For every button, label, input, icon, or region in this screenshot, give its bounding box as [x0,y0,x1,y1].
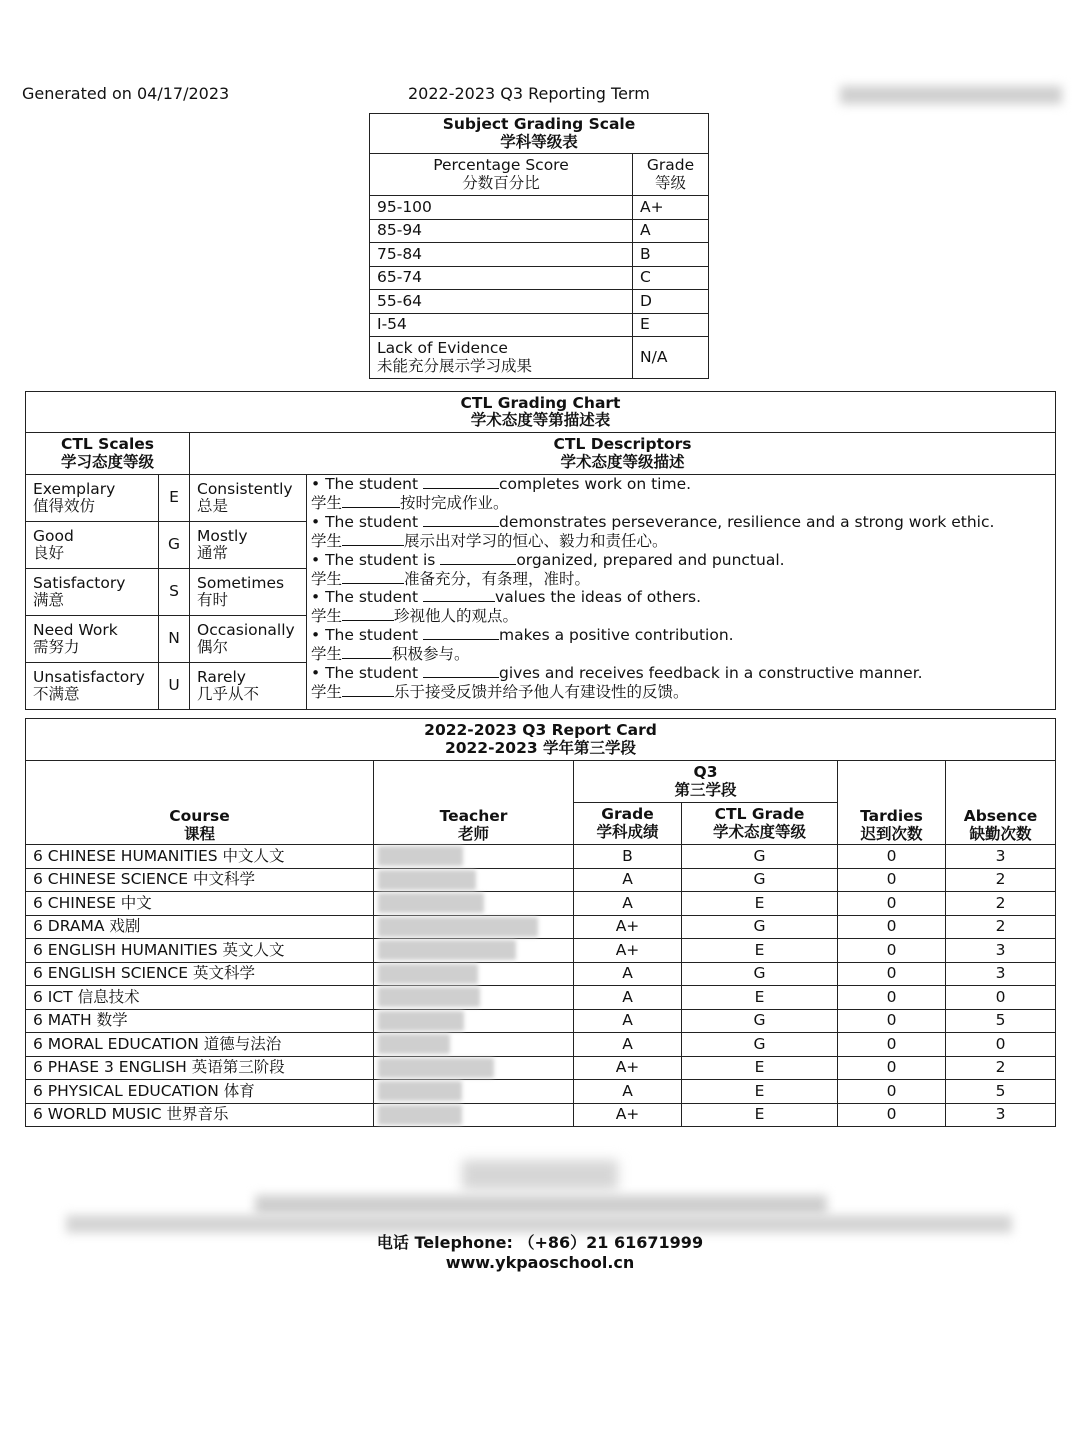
letter-grade: C [633,266,709,290]
report-card-row [26,962,1056,986]
grading-scale-row [370,313,709,337]
generated-date: Generated on 04/17/2023 [22,84,230,103]
col-tardies: Tardies 迟到次数 [838,761,946,845]
teacher-name-redacted [374,1033,574,1057]
subject-grade: A [574,1033,682,1057]
ctl-frequency: Mostly 通常 [190,522,307,569]
tardies-count: 0 [838,1056,946,1080]
ctl-grade: E [682,939,838,963]
absence-count: 2 [946,892,1056,916]
ctl-grade: E [682,1103,838,1127]
tardies-count: 0 [838,915,946,939]
ctl-scale-name: Exemplary 值得效仿 [26,475,159,522]
col-grade: Grade 等级 [633,154,709,196]
ctl-grade: G [682,845,838,869]
subject-grade: A+ [574,1056,682,1080]
tardies-count: 0 [838,845,946,869]
ctl-scale-name: Unsatisfactory 不满意 [26,663,159,710]
reporting-term: 2022-2023 Q3 Reporting Term [408,84,650,103]
teacher-name-redacted [374,1009,574,1033]
ctl-grade: G [682,1033,838,1057]
absence-count: 3 [946,939,1056,963]
tardies-count: 0 [838,868,946,892]
subject-grade: A+ [574,939,682,963]
subject-grade: A [574,868,682,892]
absence-count: 5 [946,1080,1056,1104]
course-name: 6 PHASE 3 ENGLISH 英语第三阶段 [26,1056,374,1080]
score-range: 65-74 [370,266,633,290]
ctl-descriptor-cn: 学生 按时完成作业。 [311,493,509,512]
course-name: 6 CHINESE 中文 [26,892,374,916]
report-card-row [26,845,1056,869]
ctl-scale-letter: S [159,569,190,616]
letter-grade: E [633,313,709,337]
letter-grade: B [633,243,709,267]
teacher-name-redacted [374,868,574,892]
report-card-row [26,1080,1056,1104]
teacher-name-redacted [374,939,574,963]
ctl-scale-letter: G [159,522,190,569]
course-name: 6 ENGLISH HUMANITIES 英文人文 [26,939,374,963]
report-card-row [26,939,1056,963]
absence-count: 2 [946,868,1056,892]
course-name: 6 ICT 信息技术 [26,986,374,1010]
col-teacher: Teacher 老师 [374,761,574,845]
col-grade: Grade 学科成绩 [574,803,682,845]
tardies-count: 0 [838,892,946,916]
ctl-grading-chart-table [25,391,1056,710]
ctl-descriptor-cn: 学生 乐于接受反馈并给予他人有建设性的反馈。 [311,682,689,701]
ctl-grade: E [682,986,838,1010]
subject-grade: A [574,892,682,916]
report-card-row [26,1009,1056,1033]
redacted-school-name [255,1195,827,1215]
tardies-count: 0 [838,1103,946,1127]
lack-of-evidence-grade: N/A [633,337,709,379]
ctl-descriptor-en: • The student makes a positive contribution. [311,626,734,645]
report-card-row [26,1056,1056,1080]
report-card-row [26,1033,1056,1057]
course-name: 6 PHYSICAL EDUCATION 体育 [26,1080,374,1104]
course-name: 6 ENGLISH SCIENCE 英文科学 [26,962,374,986]
ctl-grade: G [682,1009,838,1033]
subject-grading-scale-table [369,113,709,379]
col-percentage-score: Percentage Score 分数百分比 [370,154,633,196]
grading-scale-row [370,266,709,290]
absence-count: 3 [946,845,1056,869]
course-name: 6 DRAMA 戏剧 [26,915,374,939]
ctl-descriptor-en: • The student gives and receives feedback in a constructive manner. [311,664,923,683]
teacher-name-redacted [374,892,574,916]
report-card-title: 2022-2023 Q3 Report Card 2022-2023 学年第三学段 [26,719,1056,761]
teacher-name-redacted [374,1056,574,1080]
ctl-frequency: Sometimes 有时 [190,569,307,616]
report-card-row [26,915,1056,939]
absence-count: 3 [946,962,1056,986]
col-q3: Q3 第三学段 [574,761,838,803]
col-ctl-grade: CTL Grade 学术态度等级 [682,803,838,845]
course-name: 6 CHINESE HUMANITIES 中文人文 [26,845,374,869]
ctl-scale-letter: U [159,663,190,710]
score-range: 55-64 [370,290,633,314]
absence-count: 0 [946,986,1056,1010]
absence-count: 0 [946,1033,1056,1057]
ctl-frequency: Consistently 总是 [190,475,307,522]
tardies-count: 0 [838,1009,946,1033]
tardies-count: 0 [838,939,946,963]
course-name: 6 MORAL EDUCATION 道德与法治 [26,1033,374,1057]
col-absence: Absence 缺勤次数 [946,761,1056,845]
ctl-descriptors-list [307,475,1056,710]
score-range: 75-84 [370,243,633,267]
report-card-row [26,1103,1056,1127]
course-name: 6 WORLD MUSIC 世界音乐 [26,1103,374,1127]
ctl-grade: G [682,962,838,986]
score-range: 95-100 [370,196,633,220]
redacted-school-logo [462,1160,618,1190]
ctl-frequency: Occasionally 偶尔 [190,616,307,663]
report-card-table [25,718,1056,1127]
ctl-scales-header: CTL Scales 学习态度等级 [26,433,190,475]
redacted-school-address [66,1215,1012,1233]
ctl-descriptor-en: • The student completes work on time. [311,475,692,493]
subject-grade: A [574,1009,682,1033]
ctl-frequency: Rarely 几乎从不 [190,663,307,710]
score-range: I-54 [370,313,633,337]
ctl-descriptor-cn: 学生 准备充分，有条理，准时。 [311,569,591,588]
absence-count: 5 [946,1009,1056,1033]
ctl-chart-title: CTL Grading Chart 学术态度等第描述表 [26,392,1056,433]
tardies-count: 0 [838,962,946,986]
grading-scale-row [370,243,709,267]
subject-grade: A+ [574,915,682,939]
teacher-name-redacted [374,1103,574,1127]
ctl-scale-name: Satisfactory 满意 [26,569,159,616]
report-card-row [26,892,1056,916]
report-card-row [26,868,1056,892]
ctl-grade: E [682,1080,838,1104]
ctl-scale-letter: N [159,616,190,663]
course-name: 6 CHINESE SCIENCE 中文科学 [26,868,374,892]
letter-grade: A [633,219,709,243]
teacher-name-redacted [374,845,574,869]
redacted-header-info [840,86,1062,104]
subject-grade: A+ [574,1103,682,1127]
lack-of-evidence-label: Lack of Evidence 未能充分展示学习成果 [370,337,633,379]
subject-grade: A [574,1080,682,1104]
ctl-descriptor-cn: 学生 展示出对学习的恒心、毅力和责任心。 [311,531,668,550]
subject-grade: A [574,986,682,1010]
ctl-descriptor-en: • The student demonstrates perseverance, resilience and a strong work ethic. [311,512,995,531]
ctl-grade: E [682,1056,838,1080]
grading-scale-row [370,219,709,243]
grading-scale-title: Subject Grading Scale 学科等级表 [370,114,709,154]
teacher-name-redacted [374,962,574,986]
grading-scale-row [370,290,709,314]
ctl-grade: G [682,915,838,939]
ctl-descriptor-cn: 学生 珍视他人的观点。 [311,607,519,626]
ctl-grade: E [682,892,838,916]
col-course: Course 课程 [26,761,374,845]
absence-count: 2 [946,915,1056,939]
tardies-count: 0 [838,1033,946,1057]
footer-telephone: 电话 Telephone: （+86）21 61671999 [376,1233,704,1252]
score-range: 85-94 [370,219,633,243]
letter-grade: A+ [633,196,709,220]
ctl-descriptors-header: CTL Descriptors 学术态度等级描述 [190,433,1056,475]
ctl-scale-row [26,475,1056,522]
tardies-count: 0 [838,986,946,1010]
ctl-descriptor-cn: 学生 积极参与。 [311,645,470,664]
footer-contact [0,1233,1080,1273]
tardies-count: 0 [838,1080,946,1104]
teacher-name-redacted [374,1080,574,1104]
ctl-scale-name: Good 良好 [26,522,159,569]
report-card-row [26,986,1056,1010]
ctl-scale-name: Need Work 需努力 [26,616,159,663]
subject-grade: B [574,845,682,869]
footer-website[interactable]: www.ykpaoschool.cn [445,1253,635,1272]
absence-count: 2 [946,1056,1056,1080]
course-name: 6 MATH 数学 [26,1009,374,1033]
subject-grade: A [574,962,682,986]
grading-scale-row [370,196,709,220]
teacher-name-redacted [374,915,574,939]
ctl-scale-letter: E [159,475,190,522]
ctl-descriptor-en: • The student is organized, prepared and punctual. [311,550,785,569]
teacher-name-redacted [374,986,574,1010]
absence-count: 3 [946,1103,1056,1127]
ctl-grade: G [682,868,838,892]
ctl-descriptor-en: • The student values the ideas of others. [311,588,702,607]
letter-grade: D [633,290,709,314]
